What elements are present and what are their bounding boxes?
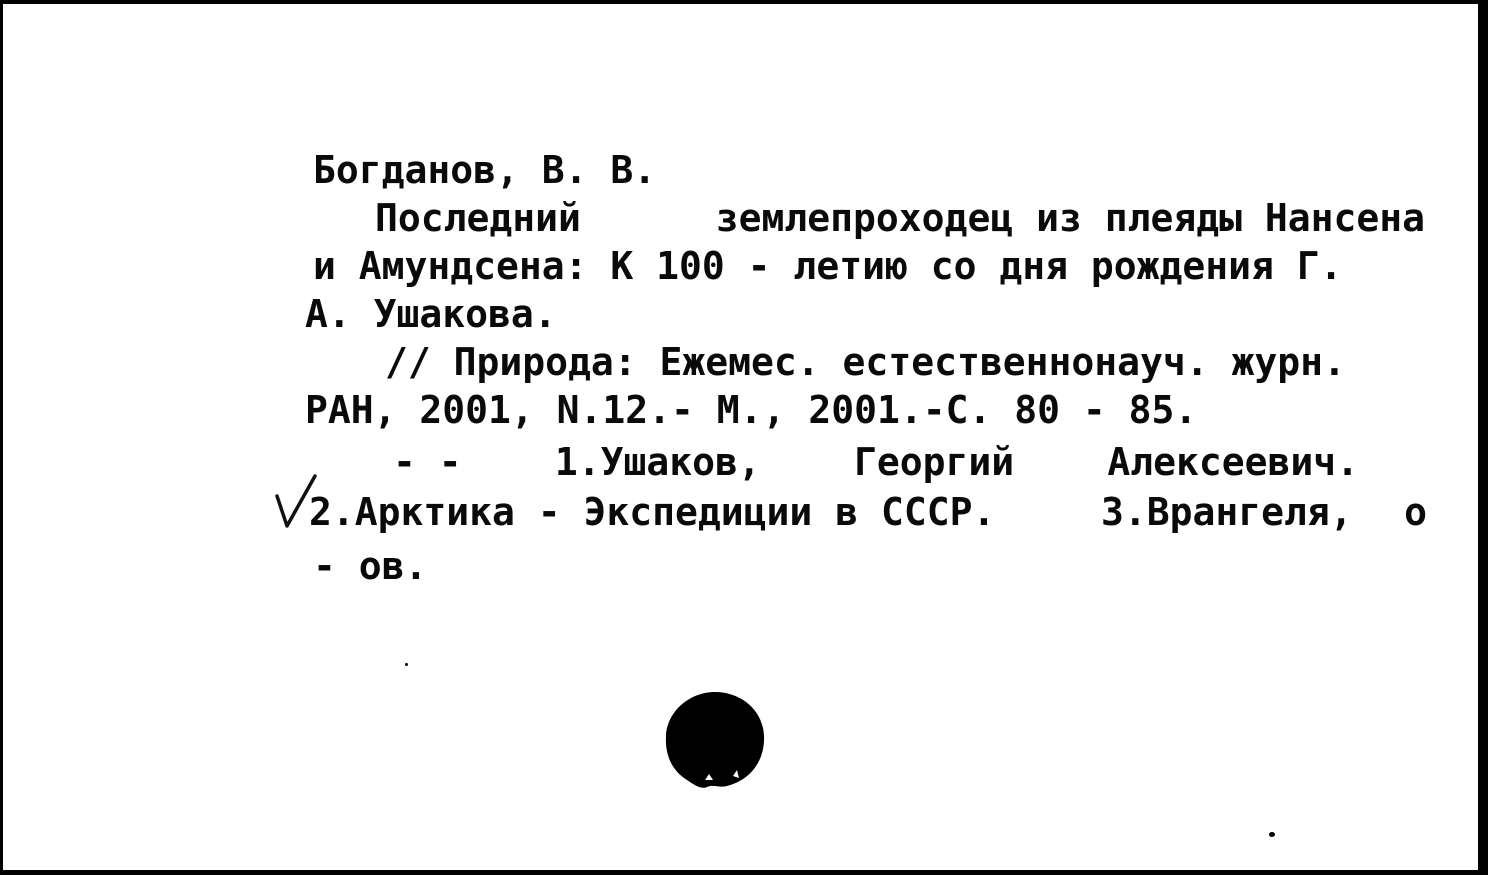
author-heading: Богданов, В. В. xyxy=(313,148,657,192)
subject-3-name: 3.Врангеля, xyxy=(1101,490,1353,534)
title-word-first: Последний xyxy=(375,196,581,240)
subject-1-patronymic: Алексеевич. xyxy=(1107,440,1359,484)
title-line-1 xyxy=(375,195,1425,241)
subject-line-1 xyxy=(393,439,1359,485)
source-line-2: РАН, 2001, N.12.- М., 2001.-С. 80 - 85. xyxy=(305,388,1198,432)
handwritten-checkmark-icon xyxy=(275,474,323,530)
subject-3-line-2: - ов. xyxy=(313,544,428,588)
subject-1-given-name: Георгий xyxy=(853,440,1015,484)
subject-2: 2.Арктика - Экспедиции в СССР. xyxy=(309,490,996,534)
subject-3-o: о xyxy=(1404,490,1427,534)
subject-1-number-surname: 1.Ушаков, xyxy=(554,440,761,484)
subject-3-line-1 xyxy=(1101,489,1427,535)
subjects-dash: - - xyxy=(393,440,462,484)
title-line-1-rest: землепроходец из плеяды Нансена xyxy=(715,196,1425,240)
punch-hole-icon xyxy=(663,690,767,790)
paper-speck xyxy=(405,663,408,666)
title-line-2: и Амундсена: К 100 - летию со дня рождения Г. xyxy=(313,244,1343,288)
paper-speck xyxy=(1269,832,1275,837)
source-line-1: // Природа: Ежемес. естественнонауч. журн. xyxy=(385,340,1346,384)
title-line-3: А. Ушакова. xyxy=(305,292,557,336)
